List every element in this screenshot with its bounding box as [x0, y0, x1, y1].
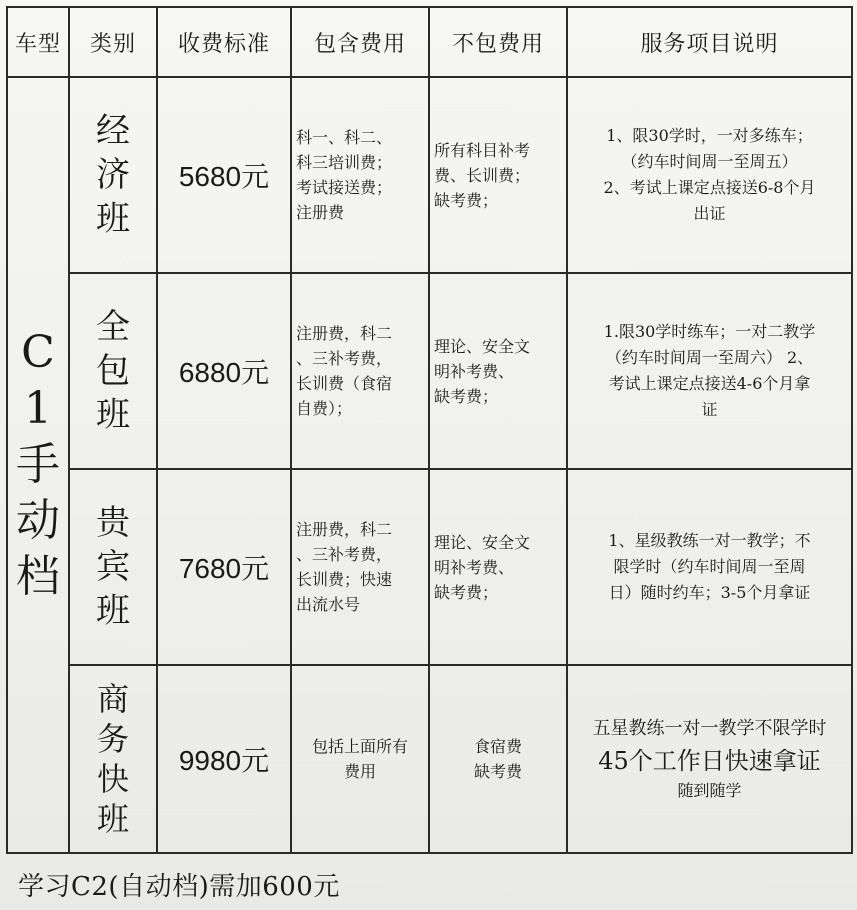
fee-table — [6, 6, 853, 854]
included-cell — [291, 469, 429, 665]
vehicle-type-char: C — [21, 327, 55, 378]
service-cell — [567, 77, 852, 273]
service-cell — [567, 665, 852, 853]
included-line: 、三补考费， — [296, 349, 393, 368]
footer-note: 学习C2(自动档)需加600元 — [18, 872, 340, 902]
included-cell — [291, 273, 429, 469]
category-cell — [69, 469, 157, 665]
price-cell: 6880元 — [157, 273, 291, 469]
excluded-line: 缺考费 — [473, 762, 522, 781]
included-line: 包括上面所有 — [311, 737, 408, 756]
included-line: 、三补考费， — [296, 545, 393, 564]
excluded-line: 缺考费； — [434, 582, 499, 602]
service-line: 考试上课定点接送4-6个月拿 — [608, 374, 811, 393]
vehicle-type-char: 档 — [16, 551, 60, 602]
header-excluded: 不包费用 — [429, 7, 567, 77]
category-char: 全 — [96, 307, 130, 347]
category-char: 经 — [96, 111, 130, 151]
service-line: 日）随时约车；3-5个月拿证 — [608, 583, 811, 602]
table-row — [7, 273, 852, 469]
service-line: 1、星级教练一对一教学；不 — [608, 531, 811, 550]
included-line: 科三培训费； — [296, 153, 393, 172]
service-cell — [567, 469, 852, 665]
service-line: 限学时（约车时间周一至周 — [613, 557, 806, 576]
header-service: 服务项目说明 — [567, 7, 852, 77]
vehicle-type-cell — [7, 77, 69, 853]
service-line: 1.限30学时练车；一对二教学 — [603, 322, 816, 341]
excluded-line: 缺考费； — [434, 386, 499, 406]
service-line: 五星教练一对一教学不限学时 — [592, 718, 827, 739]
category-char: 班 — [96, 199, 130, 239]
included-line: 注册费，科二 — [296, 324, 393, 343]
service-line: （约车时间周一至周五） — [621, 152, 798, 171]
excluded-line: 明补考费、 — [434, 557, 515, 577]
included-line: 考试接送费； — [296, 178, 393, 197]
included-cell — [291, 77, 429, 273]
table-row — [7, 469, 852, 665]
excluded-cell — [429, 665, 567, 853]
price-cell: 9980元 — [157, 665, 291, 853]
service-line-emphasis: 45个工作日快速拿证 — [598, 747, 821, 775]
category-char: 包 — [96, 351, 130, 391]
service-cell — [567, 273, 852, 469]
included-line: 费用 — [343, 762, 376, 781]
category-cell — [69, 77, 157, 273]
category-char: 班 — [96, 800, 129, 838]
service-line: 证 — [701, 400, 718, 419]
category-char: 宾 — [96, 547, 130, 587]
category-char: 务 — [96, 720, 129, 758]
included-line: 自费）； — [296, 399, 353, 418]
header-included: 包含费用 — [291, 7, 429, 77]
vehicle-type-char: 动 — [16, 495, 60, 546]
excluded-line: 缺考费； — [434, 190, 499, 210]
vehicle-type-char: 1 — [24, 383, 52, 434]
excluded-line: 理论、安全文 — [434, 336, 531, 356]
excluded-line: 食宿费 — [473, 737, 522, 756]
category-char: 商 — [96, 680, 129, 718]
included-line: 科一、科二、 — [296, 128, 393, 147]
category-char: 班 — [96, 591, 130, 631]
excluded-line: 明补考费、 — [434, 361, 515, 381]
excluded-line: 所有科目补考 — [434, 140, 531, 160]
excluded-cell — [429, 469, 567, 665]
price-cell: 5680元 — [157, 77, 291, 273]
included-line: 出流水号 — [296, 595, 361, 614]
category-cell — [69, 273, 157, 469]
vehicle-type-char: 手 — [16, 439, 60, 490]
category-char: 济 — [96, 155, 130, 195]
excluded-line: 理论、安全文 — [434, 532, 531, 552]
included-cell — [291, 665, 429, 853]
table-row — [7, 665, 852, 853]
category-char: 贵 — [96, 503, 130, 543]
service-line: 出证 — [693, 204, 726, 223]
header-vehicle-type: 车型 — [7, 7, 69, 77]
included-line: 注册费，科二 — [296, 520, 393, 539]
service-line: 随到随学 — [677, 781, 742, 800]
excluded-line: 费、长训费； — [434, 165, 531, 185]
category-char: 班 — [96, 395, 130, 435]
service-line: 1、限30学时，一对多练车； — [606, 126, 813, 145]
service-line: 2、考试上课定点接送6-8个月 — [603, 178, 816, 197]
excluded-cell — [429, 273, 567, 469]
header-row — [7, 7, 852, 77]
service-line: （约车时间周一至周六） 2、 — [605, 348, 814, 367]
included-line: 长训费；快速 — [296, 570, 393, 589]
price-cell: 7680元 — [157, 469, 291, 665]
category-cell — [69, 665, 157, 853]
included-line: 注册费 — [296, 203, 345, 222]
header-price: 收费标准 — [157, 7, 291, 77]
table-row — [7, 77, 852, 273]
excluded-cell — [429, 77, 567, 273]
included-line: 长训费（食宿 — [296, 374, 393, 393]
header-category: 类别 — [69, 7, 157, 77]
category-char: 快 — [96, 760, 129, 798]
